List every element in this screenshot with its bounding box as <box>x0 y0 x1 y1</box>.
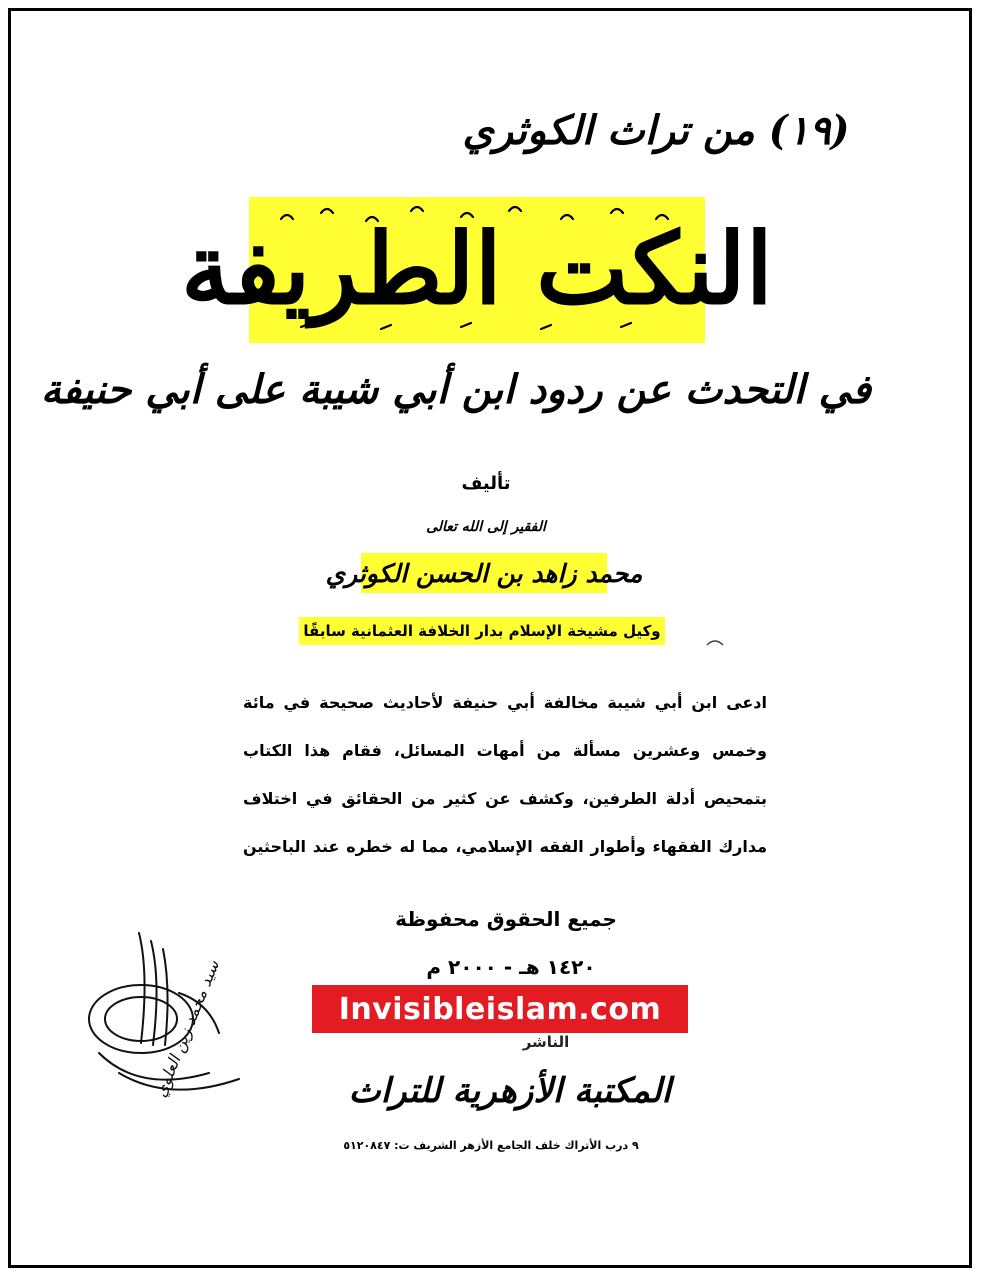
book-description <box>243 688 767 880</box>
pen-mark-icon <box>705 635 725 651</box>
rights-notice: جميع الحقوق محفوظة <box>395 907 617 931</box>
publisher-label: الناشر <box>522 1033 570 1051</box>
book-title: النكت الطريفة <box>180 212 774 327</box>
publication-date: ١٤٢٠ هـ - ٢٠٠٠ م <box>426 955 596 979</box>
description-line: مدارك الفقهاء وأطوار الفقه الإسلامي، مما له خطره عند الباحثين <box>243 837 767 856</box>
publisher-address: ٩ درب الأتراك خلف الجامع الأزهر الشريف ت: ٥١٢٠٨٤٧ <box>343 1139 639 1152</box>
book-title-page <box>8 8 972 1268</box>
publisher-name: المكتبة الأزهرية للتراث <box>348 1071 671 1111</box>
watermark-banner <box>312 985 688 1033</box>
author-role: وكيل مشيخة الإسلام بدار الخلافة العثمانية سابقًا <box>303 622 661 640</box>
watermark-text: Invisibleislam.com <box>338 991 662 1027</box>
series-heading <box>451 107 861 154</box>
series-title: من تراث الكوثري <box>462 107 755 154</box>
authorship-label: تأليف <box>461 473 511 494</box>
book-subtitle: في التحدث عن ردود ابن أبي شيبة على أبي حنيفة <box>40 366 871 413</box>
description-line: وخمس وعشرين مسألة من أمهات المسائل، فقام هذا الكتاب <box>243 741 767 760</box>
humble-label: الفقير إلى الله تعالى <box>426 519 546 535</box>
description-line: ادعى ابن أبي شيبة مخالفة أبي حنيفة لأحاديث صحيحة في مائة <box>243 693 767 712</box>
author-name: محمد زاهد بن الحسن الكوثري <box>325 558 643 588</box>
seal-inscription: سيد محمد زين العلوي <box>150 957 223 1100</box>
description-line: بتمحيص أدلة الطرفين، وكشف عن كثير من الحقائق في اختلاف <box>243 789 767 808</box>
series-number: (١٩) <box>768 107 850 154</box>
